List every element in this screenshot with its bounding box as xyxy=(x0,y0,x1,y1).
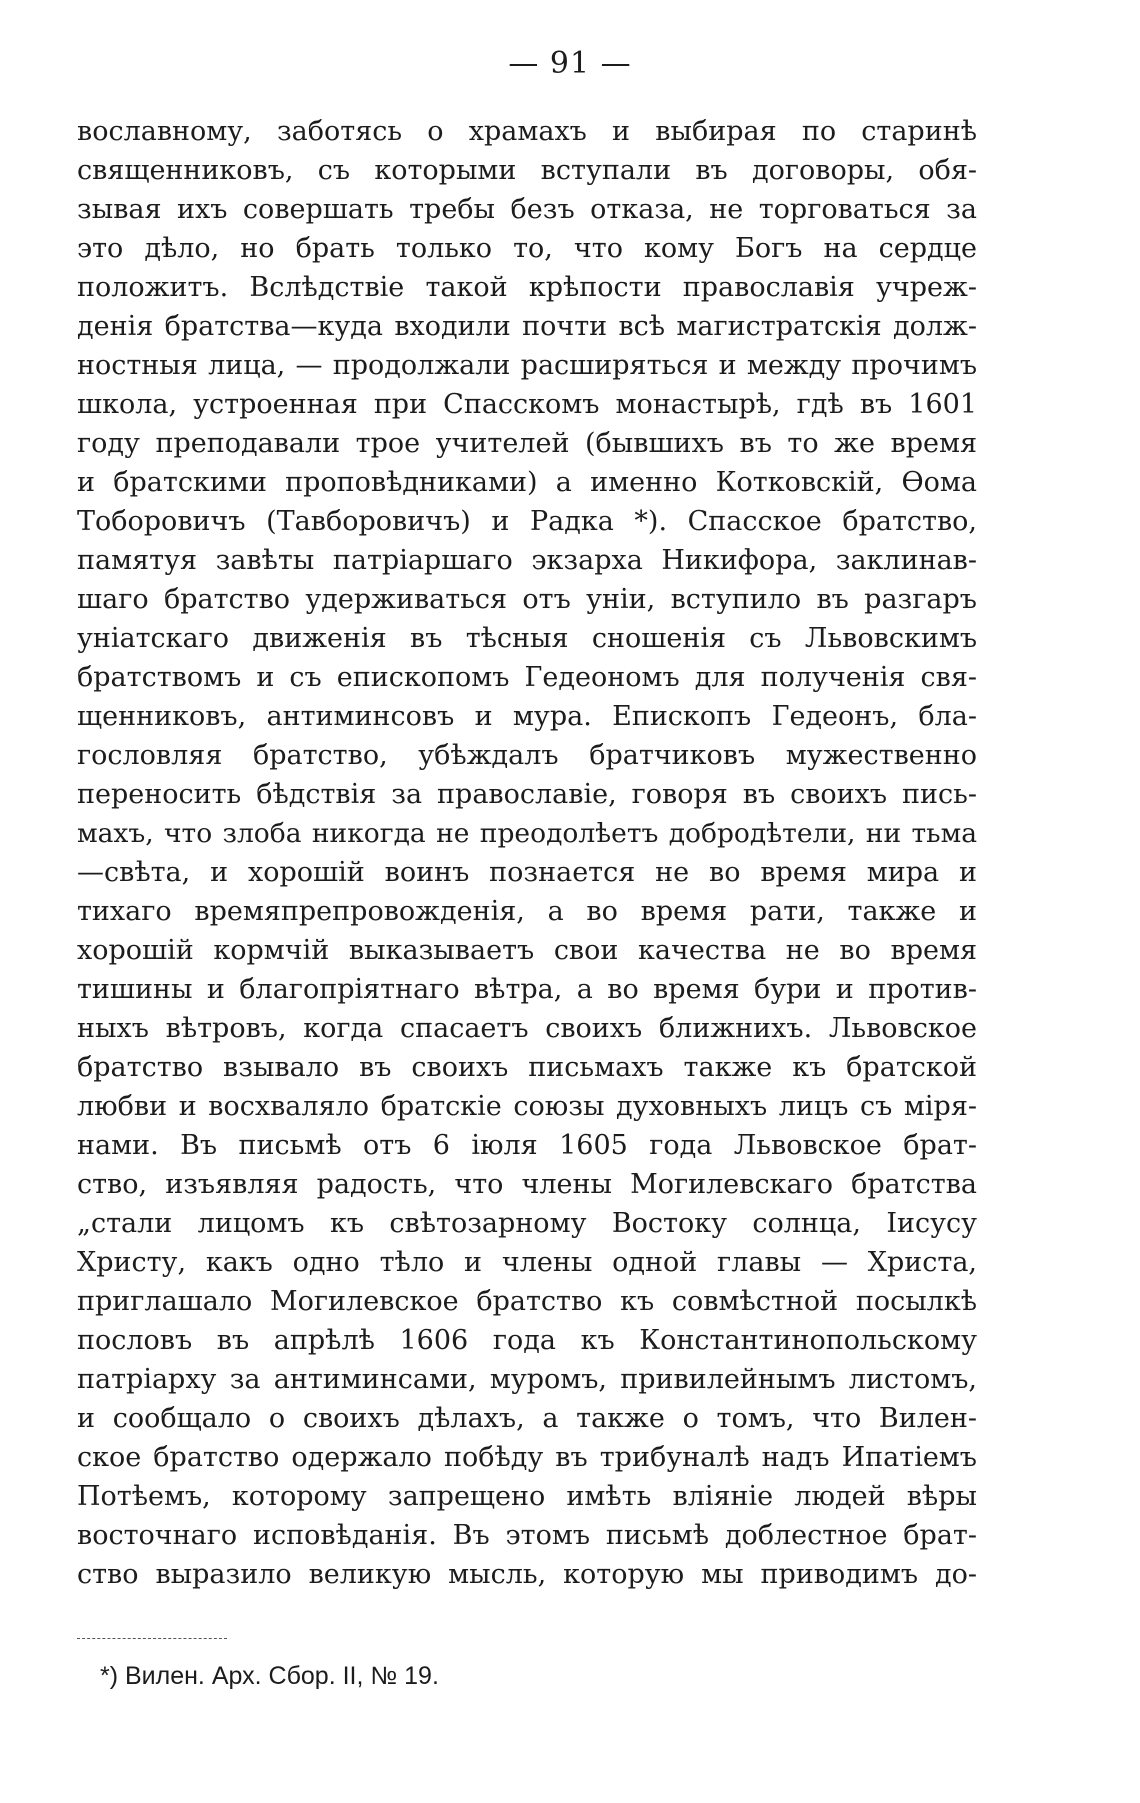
text-line: ство выразило великую мысль, которую мы приводимъ до- xyxy=(77,1559,977,1590)
page-number: — 91 — xyxy=(508,46,632,81)
text-line: переносить бѣдствія за православіе, говоря въ своихъ пись- xyxy=(77,779,977,810)
text-line: нами. Въ письмѣ отъ 6 іюля 1605 года Львовское брат- xyxy=(77,1130,977,1161)
text-line: восточнаго исповѣданія. Въ этомъ письмѣ доблестное брат- xyxy=(77,1520,977,1551)
text-line: тишины и благопріятнаго вѣтра, а во время бури и против- xyxy=(77,974,977,1005)
text-line: братствомъ и съ епископомъ Гедеономъ для полученія свя- xyxy=(77,662,977,693)
text-line: положитъ. Вслѣдствіе такой крѣпости православія учреж- xyxy=(77,272,977,303)
text-line: махъ, что злоба никогда не преодолѣетъ добродѣтели, ни тьма xyxy=(77,818,977,849)
text-line: уніатскаго движенія въ тѣсныя сношенія съ Львовскимъ xyxy=(77,623,977,654)
text-line: Потѣемъ, которому запрещено имѣть вліяніе людей вѣры xyxy=(77,1481,977,1512)
text-line: ныхъ вѣтровъ, когда спасаетъ своихъ ближнихъ. Львовское xyxy=(77,1013,977,1044)
text-line: „стали лицомъ къ свѣтозарному Востоку солнца, Іисусу xyxy=(77,1208,977,1239)
text-line: памятуя завѣты патріаршаго экзарха Никифора, заклинав- xyxy=(77,545,977,576)
text-line: школа, устроенная при Спасскомъ монастырѣ, гдѣ въ 1601 xyxy=(77,389,977,420)
footnote-rule xyxy=(77,1638,227,1639)
text-line: зывая ихъ совершать требы безъ отказа, не торговаться за xyxy=(77,194,977,225)
text-line: вославному, заботясь о храмахъ и выбирая по старинѣ xyxy=(77,116,977,147)
text-line: ское братство одержало побѣду въ трибуналѣ надъ Ипатіемъ xyxy=(77,1442,977,1473)
text-line: году преподавали трое учителей (бывшихъ въ то же время xyxy=(77,428,977,459)
text-line: денія братства—куда входили почти всѣ магистратскія долж- xyxy=(77,311,977,342)
text-line: ство, изъявляя радость, что члены Могилевскаго братства xyxy=(77,1169,977,1200)
text-line: гословляя братство, убѣждалъ братчиковъ мужественно xyxy=(77,740,977,771)
text-line: и братскими проповѣдниками) а именно Котковскій, Ѳома xyxy=(77,467,977,498)
text-line: —свѣта, и хорошій воинъ познается не во время мира и xyxy=(77,857,977,888)
text-line: тихаго времяпрепровожденія, а во время рати, также и xyxy=(77,896,977,927)
text-line: ностныя лица, — продолжали расширяться и между прочимъ xyxy=(77,350,977,381)
text-line: Христу, какъ одно тѣло и члены одной главы — Христа, xyxy=(77,1247,977,1278)
text-line: щенниковъ, антиминсовъ и мура. Епископъ Гедеонъ, бла- xyxy=(77,701,977,732)
text-line: Тоборовичъ (Тавборовичъ) и Радка *). Спасское братство, xyxy=(77,506,977,537)
text-line: братство взывало въ своихъ письмахъ также къ братской xyxy=(77,1052,977,1083)
text-line: это дѣло, но брать только то, что кому Богъ на сердце xyxy=(77,233,977,264)
text-line: и сообщало о своихъ дѣлахъ, а также о томъ, что Вилен- xyxy=(77,1403,977,1434)
text-line: шаго братство удерживаться отъ уніи, вступило въ разгаръ xyxy=(77,584,977,615)
footnote: *) Вилен. Арх. Сбор. II, № 19. xyxy=(100,1662,439,1690)
text-line: священниковъ, съ которыми вступали въ договоры, обя- xyxy=(77,155,977,186)
text-line: патріарху за антиминсами, муромъ, привилейнымъ листомъ, xyxy=(77,1364,977,1395)
body-text xyxy=(77,112,977,1594)
text-line: пословъ въ апрѣлѣ 1606 года къ Константинопольскому xyxy=(77,1325,977,1356)
text-line: хорошій кормчій выказываетъ свои качества не во время xyxy=(77,935,977,966)
text-line: приглашало Могилевское братство къ совмѣстной посылкѣ xyxy=(77,1286,977,1317)
text-line: любви и восхваляло братскіе союзы духовныхъ лицъ съ міря- xyxy=(77,1091,977,1122)
